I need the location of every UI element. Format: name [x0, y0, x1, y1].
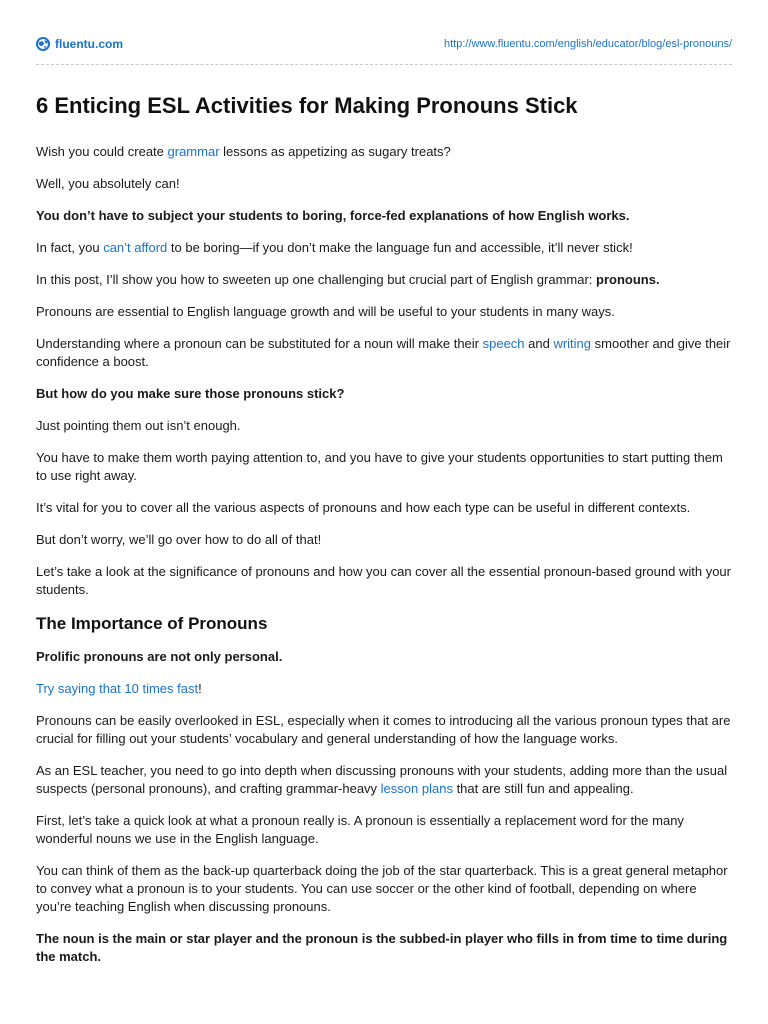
- globe-logo-icon: [36, 37, 50, 51]
- cant-afford-link[interactable]: can’t afford: [103, 240, 168, 255]
- paragraph: Let’s take a look at the significance of pronouns and how you can cover all the essential pronoun-based ground with your students.: [36, 564, 731, 597]
- paragraph: You have to make them worth paying attention to, and you have to give your students opportunities to start putting them to use right away.: [36, 450, 723, 483]
- bold-paragraph: The noun is the main or star player and the pronoun is the subbed-in player who fills in from time to time during the match.: [36, 931, 728, 964]
- page-url-link[interactable]: http://www.fluentu.com/english/educator/blog/esl-pronouns/: [444, 38, 732, 50]
- paragraph: Just pointing them out isn’t enough.: [36, 418, 241, 433]
- paragraph: Try saying that 10 times fast!: [36, 681, 202, 696]
- paragraph: Understanding where a pronoun can be substituted for a noun will make their speech and writing smoother and give their confidence a boost.: [36, 336, 731, 369]
- header-divider: [36, 64, 732, 65]
- bold-paragraph: Prolific pronouns are not only personal.: [36, 649, 283, 664]
- paragraph: But don’t worry, we’ll go over how to do all of that!: [36, 532, 322, 547]
- paragraph: It’s vital for you to cover all the various aspects of pronouns and how each type can be useful in different contexts.: [36, 500, 691, 515]
- lesson-plans-link[interactable]: lesson plans: [380, 781, 453, 796]
- paragraph: You can think of them as the back-up quarterback doing the job of the star quarterback. This is a great general metaphor to convey what a pronoun is to your students. You can use soccer or the other kind of football, depending on where you’re teaching English when discussing pronouns.: [36, 863, 728, 914]
- paragraph: First, let’s take a quick look at what a pronoun really is. A pronoun is essentially a replacement word for the many wonderful nouns we use in the English language.: [36, 813, 684, 846]
- writing-link[interactable]: writing: [553, 336, 592, 351]
- paragraph: Wish you could create grammar lessons as appetizing as sugary treats?: [36, 144, 451, 159]
- site-header: [36, 36, 732, 52]
- paragraph: Pronouns are essential to English language growth and will be useful to your students in many ways.: [36, 304, 615, 319]
- bold-term: pronouns.: [596, 272, 660, 287]
- bold-paragraph: You don’t have to subject your students to boring, force-fed explanations of how English works.: [36, 208, 630, 223]
- paragraph: In fact, you can’t afford to be boring—if you don’t make the language fun and accessible, it’ll never stick!: [36, 240, 633, 255]
- try-saying-link[interactable]: Try saying that 10 times fast: [36, 681, 199, 696]
- paragraph: Well, you absolutely can!: [36, 176, 180, 191]
- grammar-link[interactable]: grammar: [167, 144, 220, 159]
- paragraph: Pronouns can be easily overlooked in ESL, especially when it comes to introducing all the various pronoun types that are crucial for filling out your students’ vocabulary and general understanding of how the language works.: [36, 713, 731, 746]
- speech-link[interactable]: speech: [482, 336, 525, 351]
- paragraph: In this post, I’ll show you how to sweeten up one challenging but crucial part of English grammar: pronouns.: [36, 272, 660, 287]
- bold-paragraph: But how do you make sure those pronouns stick?: [36, 386, 345, 401]
- site-name: fluentu.com: [55, 37, 123, 51]
- article-title: 6 Enticing ESL Activities for Making Pronouns Stick: [36, 93, 578, 118]
- paragraph: As an ESL teacher, you need to go into depth when discussing pronouns with your students, adding more than the usual suspects (personal pronouns), and crafting grammar-heavy lesson plans that are still fun and appealing.: [36, 763, 728, 796]
- section-heading: The Importance of Pronouns: [36, 614, 268, 633]
- brand[interactable]: [36, 37, 123, 51]
